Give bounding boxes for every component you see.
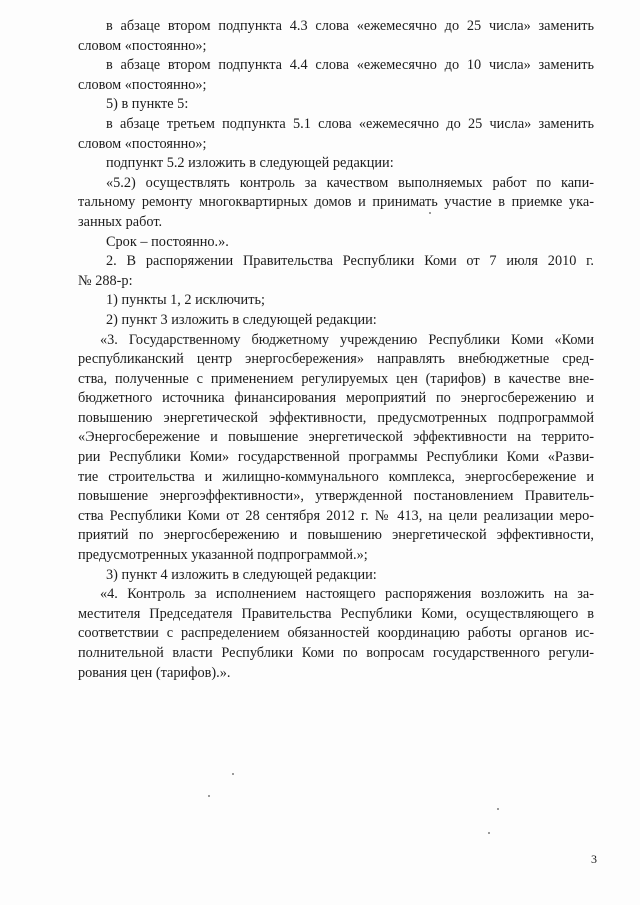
text-line: «4. Контроль за исполнением настоящего распоряжения возложить на за- <box>100 586 594 603</box>
text-line: тальному ремонту многоквартирных домов и принимать участие в приемке ука- <box>78 194 594 211</box>
text-line: в абзаце втором подпункта 4.4 слова «ежемесячно до 10 числа» заменить <box>106 57 594 74</box>
text-line: 2) пункт 3 изложить в следующей редакции: <box>106 311 377 328</box>
scan-speck <box>208 795 210 797</box>
text-line: ства Республики Коми от 28 сентября 2012 г. № 413, на цели реализации меро- <box>78 507 594 524</box>
text-line: рии Республики Коми» государственной программы Республики Коми «Разви- <box>78 449 594 466</box>
text-line: повышение энергоэффективности», утвержденной постановлением Правитель- <box>78 488 594 505</box>
text-line: в абзаце втором подпункта 4.3 слова «ежемесячно до 25 числа» заменить <box>106 18 594 34</box>
text-line: тие строительства и жилищно-коммунального комплекса, энергосбережение и <box>78 468 594 485</box>
text-line: предусмотренных указанной подпрограммой.»; <box>78 547 368 564</box>
text-line: «5.2) осуществлять контроль за качеством выполняемых работ по капи- <box>106 174 594 191</box>
text-line: подпункт 5.2 изложить в следующей редакции: <box>106 155 394 172</box>
text-line: приятий по энергосбережению и повышению энергетической эффективности, <box>78 527 594 544</box>
text-line: словом «постоянно»; <box>78 135 207 152</box>
document-body <box>78 17 594 683</box>
scan-speck <box>497 808 499 810</box>
page-number: 3 <box>591 852 597 866</box>
text-line: соответствии с распределением обязанностей координацию работы органов ис- <box>78 625 594 642</box>
text-line: местителя Председателя Правительства Республики Коми, осуществляющего в <box>78 605 594 622</box>
text-line: словом «постоянно»; <box>78 37 207 54</box>
scan-speck <box>429 212 431 214</box>
text-line: 2. В распоряжении Правительства Республики Коми от 7 июля 2010 г. <box>106 253 594 270</box>
text-line: «3. Государственному бюджетному учреждению Республики Коми «Коми <box>100 331 594 348</box>
text-line: словом «постоянно»; <box>78 76 207 93</box>
text-line: ства, полученные с применением регулируемых цен (тарифов) в качестве вне- <box>78 370 594 387</box>
text-line: «Энергосбережение и повышение энергетической эффективности на террито- <box>78 429 594 446</box>
text-line: бюджетного источника финансирования мероприятий по энергосбережению и <box>78 390 594 407</box>
text-line: 1) пункты 1, 2 исключить; <box>106 292 265 309</box>
text-line: Срок – постоянно.». <box>106 233 229 250</box>
text-line: в абзаце третьем подпункта 5.1 слова «ежемесячно до 25 числа» заменить <box>106 115 594 132</box>
text-line: 3) пункт 4 изложить в следующей редакции: <box>106 566 377 583</box>
text-line: 5) в пункте 5: <box>106 96 189 113</box>
text-line: повышению энергетической эффективности, предусмотренных подпрограммой <box>78 409 594 426</box>
scan-speck <box>488 832 490 834</box>
text-line: № 288-р: <box>78 272 133 289</box>
text-line: рования цен (тарифов).». <box>78 664 231 681</box>
text-line: республиканский центр энергосбережения» направлять внебюджетные сред- <box>78 351 594 368</box>
text-line: занных работ. <box>78 213 163 230</box>
text-line: полнительной власти Республики Коми по вопросам государственного регули- <box>78 645 594 661</box>
scan-speck <box>232 773 234 775</box>
